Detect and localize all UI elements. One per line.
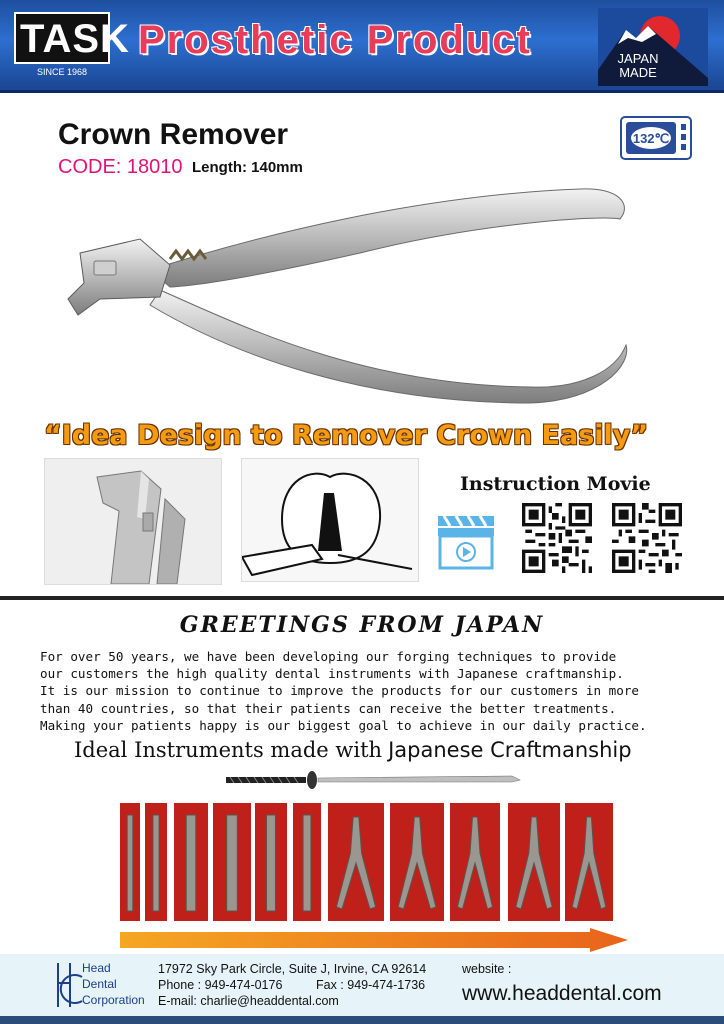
instruction-movie-title: Instruction Movie bbox=[460, 473, 651, 495]
section-divider bbox=[0, 596, 724, 600]
dealer-phone: Phone : 949-474-0176 bbox=[158, 978, 283, 992]
slogan-text: “Idea Design to Remover Crown Easily” bbox=[44, 420, 649, 451]
crown-removal-illustration bbox=[241, 458, 419, 582]
video-clapper-icon[interactable] bbox=[436, 510, 498, 570]
japan-made-label bbox=[598, 52, 678, 80]
forging-step-photo bbox=[293, 803, 321, 921]
footer-bar bbox=[0, 1016, 724, 1024]
forging-step-photo bbox=[390, 803, 444, 921]
forging-step-photo bbox=[255, 803, 287, 921]
progress-arrow-icon bbox=[120, 928, 630, 952]
greetings-line: our customers the high quality dental instruments with Japanese craftmanship. bbox=[40, 666, 624, 682]
forging-step-photo bbox=[450, 803, 500, 921]
craftmanship-tagline-b: Japanese Craftmanship bbox=[388, 738, 632, 762]
forging-step-photo bbox=[565, 803, 613, 921]
craftmanship-tagline-a: Ideal Instruments made with bbox=[74, 738, 383, 762]
since-text: SINCE 1968 bbox=[36, 67, 88, 77]
greetings-line: than 40 countries, so that their patients can receive the better treatments. bbox=[40, 700, 617, 716]
plier-tip-photo bbox=[44, 458, 222, 585]
qr-code-icon[interactable] bbox=[522, 503, 592, 573]
dealer-line: Corporation bbox=[82, 993, 145, 1007]
forging-step-photo bbox=[120, 803, 140, 921]
dealer-email[interactable]: E-mail: charlie@headdental.com bbox=[158, 994, 339, 1008]
japan-made-text: JAPAN MADE bbox=[617, 51, 659, 80]
forging-step-photo bbox=[508, 803, 560, 921]
craftmanship-tagline bbox=[74, 738, 694, 762]
greetings-line: For over 50 years, we have been developing our forging techniques to provide bbox=[40, 649, 617, 664]
product-length: Length: 140mm bbox=[192, 159, 303, 176]
forging-step-photo bbox=[213, 803, 251, 921]
autoclave-icon bbox=[620, 116, 692, 160]
forging-step-photo bbox=[174, 803, 208, 921]
dealer-fax: Fax : 949-474-1736 bbox=[316, 978, 426, 992]
autoclave-temp: 132℃ bbox=[632, 131, 670, 146]
task-logo bbox=[14, 12, 130, 82]
dealer-address: 17972 Sky Park Circle, Suite J, Irvine, CA 92614 bbox=[158, 962, 427, 976]
website-link[interactable]: www.headdental.com bbox=[462, 982, 662, 1005]
greetings-line: It is our mission to continue to improve the products for our customers in more bbox=[40, 683, 639, 699]
greetings-line: Making your patients happy is our biggest goal to achieve in our daily practice. bbox=[40, 717, 647, 733]
header-title: Prosthetic Product bbox=[138, 18, 532, 62]
qr-code-icon[interactable] bbox=[612, 503, 682, 573]
greetings-body bbox=[40, 648, 690, 734]
crown-remover-plier-image bbox=[60, 175, 650, 405]
website-label: website : bbox=[462, 962, 512, 976]
logo-text: TASK bbox=[14, 12, 110, 64]
head-dental-logo bbox=[52, 959, 152, 1011]
katana-icon bbox=[222, 770, 522, 790]
dealer-line: Head bbox=[82, 961, 111, 975]
product-code: CODE: 18010 bbox=[58, 156, 183, 178]
product-title: Crown Remover bbox=[58, 118, 289, 151]
forging-step-photo bbox=[328, 803, 384, 921]
forging-step-photo bbox=[145, 803, 167, 921]
greetings-title: GREETINGS FROM JAPAN bbox=[179, 612, 545, 638]
dealer-line: Dental bbox=[82, 977, 117, 991]
